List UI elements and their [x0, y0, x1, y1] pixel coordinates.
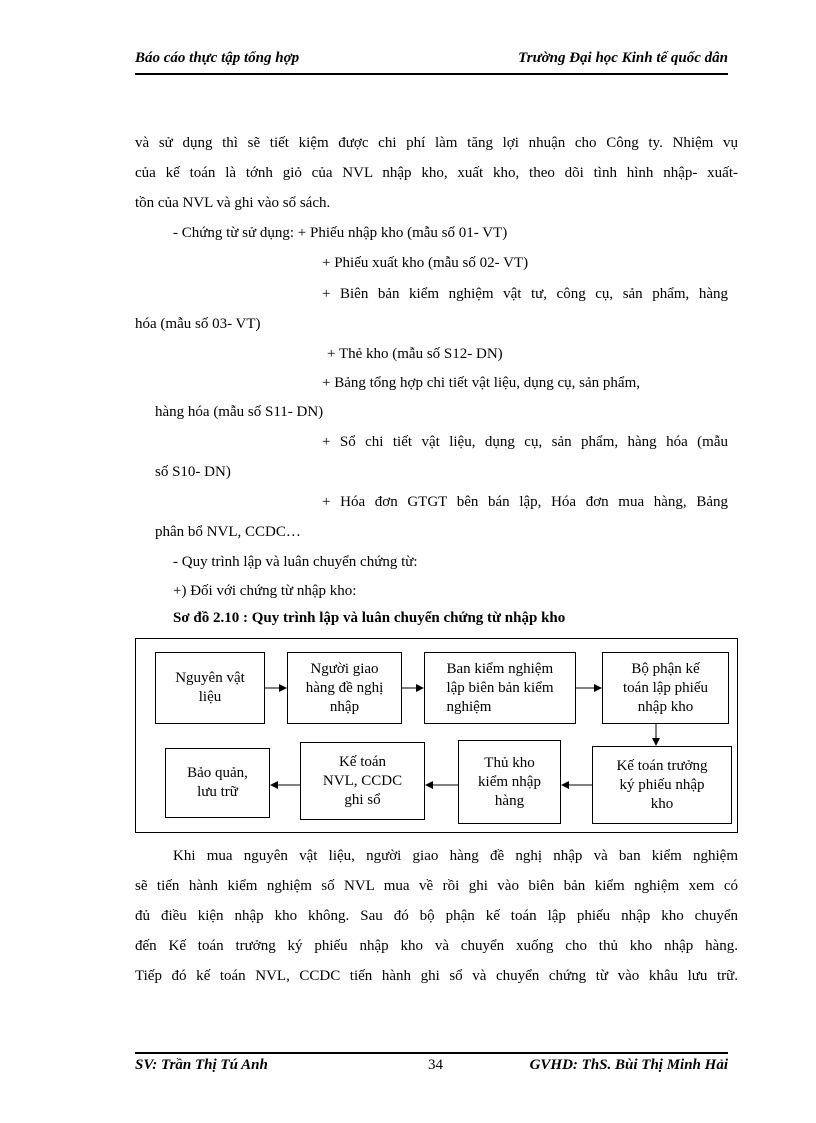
footer-advisor: GVHD: ThS. Bùi Thị Minh Hải	[529, 1057, 728, 1073]
flow-box-storage: Bảo quản, lưu trữ	[165, 748, 270, 818]
header-right: Trường Đại học Kinh tế quốc dân	[518, 50, 728, 66]
doc-item: + Bảng tổng hợp chi tiết vật liệu, dụng cụ, sản phẩm,	[322, 375, 641, 391]
flow-box-chief-accountant: Kế toán trưởng ký phiếu nhập kho	[592, 746, 732, 824]
page-number: 34	[428, 1057, 443, 1073]
flow-box-material-accountant: Kế toán NVL, CCDC ghi sổ	[300, 742, 425, 820]
doc-item: hóa (mẫu số 03- VT)	[135, 316, 261, 332]
doc-item: + Sổ chi tiết vật liệu, dụng cụ, sản phẩm, hàng hóa (mẫu	[322, 434, 728, 450]
paragraph-line: tồn của NVL và ghi vào sổ sách.	[135, 195, 331, 211]
paragraph-line: Khi mua nguyên vật liệu, người giao hàng đề nghị nhập và ban kiểm nghiệm	[173, 848, 738, 864]
doc-item: hàng hóa (mẫu số S11- DN)	[155, 404, 324, 420]
paragraph-line: của kế toán là tớnh giỏ của NVL nhập kho, xuất kho, theo dõi tình hình nhập- xuất-	[135, 165, 738, 181]
footer-divider	[135, 1052, 728, 1054]
header-left: Báo cáo thực tập tổng hợp	[135, 50, 300, 66]
diagram-caption: Sơ đồ 2.10 : Quy trình lập và luân chuyển chứng từ nhập kho	[173, 610, 566, 626]
doc-item: + Hóa đơn GTGT bên bán lập, Hóa đơn mua hàng, Bảng	[322, 494, 728, 510]
paragraph-line: đủ điều kiện nhập kho không. Sau đó bộ phận kế toán lập phiếu nhập kho chuyển	[135, 908, 738, 924]
doc-item: số S10- DN)	[155, 464, 231, 480]
flow-box-deliverer: Người giao hàng đề nghị nhập	[287, 652, 402, 724]
paragraph-line: Tiếp đó kế toán NVL, CCDC tiến hành ghi sổ và chuyển chứng từ vào khâu lưu trữ.	[135, 968, 738, 984]
docs-intro: - Chứng từ sử dụng: + Phiếu nhập kho (mẫu số 01- VT)	[173, 225, 508, 241]
doc-item: + Thẻ kho (mẫu số S12- DN)	[327, 346, 503, 362]
paragraph-line: sẽ tiến hành kiểm nghiệm số NVL mua về rồi ghi vào biên bản kiểm nghiệm xem có	[135, 878, 738, 894]
flow-box-storekeeper: Thủ kho kiểm nhập hàng	[458, 740, 561, 824]
flow-box-inspection: Ban kiểm nghiệm lập biên bản kiểm nghiệm	[424, 652, 576, 724]
paragraph-line: đến Kế toán trưởng ký phiếu nhập kho và chuyển xuống cho thủ kho nhập hàng.	[135, 938, 738, 954]
doc-item: + Phiếu xuất kho (mẫu số 02- VT)	[322, 255, 529, 271]
import-docs-heading: +) Đối với chứng từ nhập kho:	[173, 583, 357, 599]
doc-item: phân bổ NVL, CCDC…	[155, 524, 301, 540]
doc-item: + Biên bản kiểm nghiệm vật tư, công cụ, sản phẩm, hàng	[322, 286, 728, 302]
footer-student: SV: Trần Thị Tú Anh	[135, 1057, 268, 1073]
flow-box-accounting-dept: Bộ phận kế toán lập phiếu nhập kho	[602, 652, 729, 724]
flow-box-raw-materials: Nguyên vật liệu	[155, 652, 265, 724]
paragraph-line: và sử dụng thì sẽ tiết kiệm được chi phí làm tăng lợi nhuận cho Công ty. Nhiệm vụ	[135, 135, 738, 151]
process-heading: - Quy trình lập và luân chuyển chứng từ:	[173, 554, 418, 570]
